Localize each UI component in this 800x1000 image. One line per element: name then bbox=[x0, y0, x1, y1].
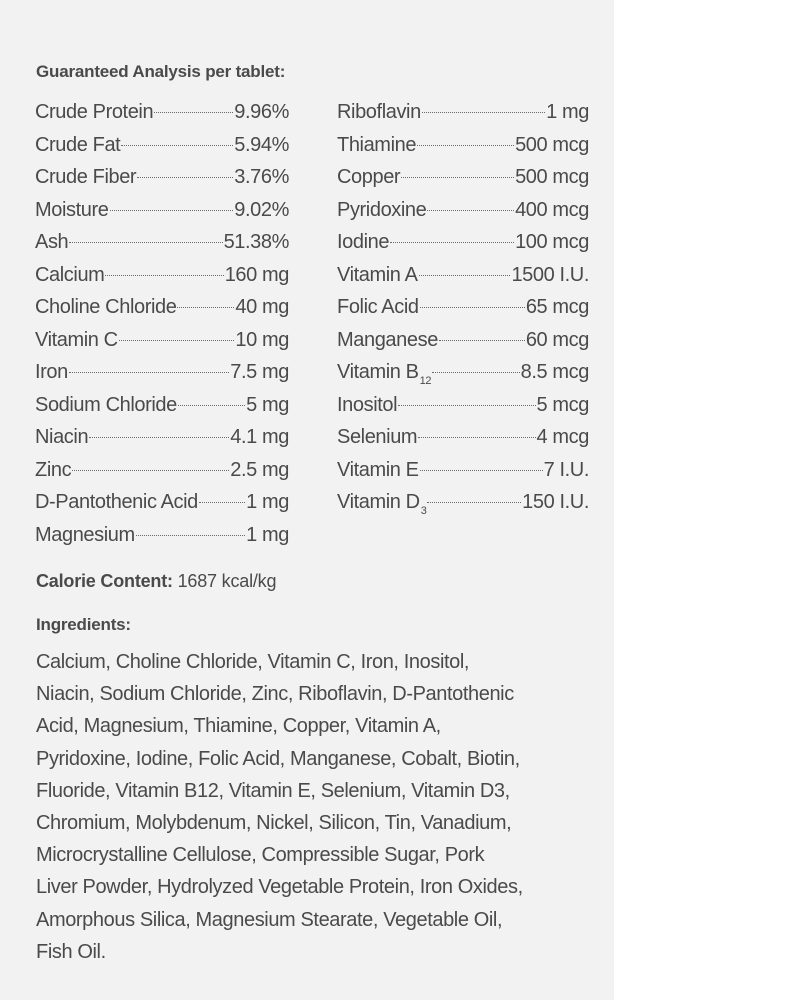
nutrient-row bbox=[337, 389, 589, 422]
dot-leader bbox=[432, 372, 520, 373]
nutrient-name bbox=[337, 356, 431, 392]
nutrient-row bbox=[35, 259, 289, 292]
nutrient-name-text: D-Pantothenic Acid bbox=[35, 491, 198, 513]
nutrient-name bbox=[337, 454, 419, 487]
nutrient-amount: 8.5 mcg bbox=[520, 361, 589, 383]
ingredients-line: Niacin, Sodium Chloride, Zinc, Riboflavin, D-Pantothenic bbox=[36, 683, 514, 706]
nutrient-row bbox=[35, 96, 289, 129]
nutrient-amount: 60 mcg bbox=[525, 328, 589, 351]
dot-leader bbox=[398, 405, 535, 406]
nutrient-name bbox=[35, 519, 135, 552]
dot-leader bbox=[199, 502, 245, 503]
analysis-left-column bbox=[35, 96, 289, 551]
nutrient-name-text: Zinc bbox=[35, 458, 72, 481]
nutrient-name bbox=[337, 324, 438, 357]
nutrient-amount: 7 I.U. bbox=[543, 458, 589, 481]
nutrient-name-text: Iodine bbox=[337, 231, 390, 253]
nutrient-row bbox=[35, 194, 289, 227]
nutrient-name-text: Calcium bbox=[35, 263, 105, 286]
nutrient-row bbox=[35, 226, 289, 259]
nutrient-amount: 65 mcg bbox=[525, 296, 589, 318]
nutrient-row bbox=[337, 486, 589, 519]
dot-leader bbox=[154, 112, 233, 113]
nutrient-amount: 7.5 mg bbox=[230, 361, 289, 383]
nutrient-name bbox=[35, 324, 118, 357]
ingredients-line: Fluoride, Vitamin B12, Vitamin E, Selenium, Vitamin D3, bbox=[36, 779, 510, 802]
ingredients-line: Calcium, Choline Chloride, Vitamin C, Iron, Inositol, bbox=[36, 651, 470, 673]
nutrient-name bbox=[35, 454, 71, 487]
calorie-content-label: Calorie Content: bbox=[36, 571, 173, 591]
nutrient-amount: 100 mcg bbox=[515, 231, 589, 253]
nutrient-name-text: Choline Chloride bbox=[35, 296, 177, 318]
nutrient-amount: 40 mg bbox=[235, 296, 289, 318]
nutrient-row bbox=[35, 161, 289, 194]
nutrient-name bbox=[35, 194, 109, 227]
nutrient-name bbox=[337, 194, 426, 227]
nutrient-name-text: Crude Fat bbox=[35, 133, 121, 156]
ingredients-line: Microcrystalline Cellulose, Compressible Sugar, Pork bbox=[36, 844, 485, 867]
nutrient-row bbox=[35, 129, 289, 162]
nutrient-row bbox=[337, 161, 589, 194]
nutrient-amount: 2.5 mg bbox=[230, 458, 289, 481]
dot-leader bbox=[136, 535, 245, 536]
nutrient-name-text: Selenium bbox=[337, 426, 418, 448]
dot-leader bbox=[427, 502, 521, 503]
nutrient-row bbox=[35, 519, 289, 552]
nutrient-amount: 500 mcg bbox=[515, 133, 589, 156]
nutrient-row bbox=[337, 259, 589, 292]
dot-leader bbox=[417, 145, 514, 146]
nutrient-name bbox=[35, 259, 104, 292]
nutrient-name bbox=[337, 259, 418, 292]
dot-leader bbox=[121, 145, 233, 146]
dot-leader bbox=[119, 340, 235, 341]
nutrient-amount: 5 mg bbox=[246, 393, 289, 416]
nutrient-amount: 9.96% bbox=[234, 101, 289, 123]
nutrient-name-text: Pyridoxine bbox=[337, 198, 427, 221]
nutrient-name bbox=[35, 291, 176, 324]
nutrient-row bbox=[35, 486, 289, 519]
dot-leader bbox=[420, 470, 543, 471]
guaranteed-analysis-heading: Guaranteed Analysis per tablet: bbox=[36, 62, 286, 81]
dot-leader bbox=[420, 307, 525, 308]
nutrient-amount: 160 mg bbox=[224, 263, 289, 286]
nutrient-row bbox=[35, 454, 289, 487]
calorie-content-value: 1687 kcal/kg bbox=[177, 571, 277, 591]
nutrient-row bbox=[35, 291, 289, 324]
nutrient-name-text: Moisture bbox=[35, 198, 109, 221]
dot-leader bbox=[137, 177, 233, 178]
nutrient-amount: 1 mg bbox=[246, 523, 289, 546]
nutrient-name-text: Niacin bbox=[35, 426, 89, 448]
ingredients-line: Fish Oil. bbox=[36, 940, 106, 963]
nutrient-name bbox=[337, 161, 400, 194]
dot-leader bbox=[105, 275, 223, 276]
nutrient-amount: 5 mcg bbox=[536, 393, 589, 416]
ingredients-list bbox=[36, 646, 581, 968]
nutrient-name-text: Vitamin C bbox=[35, 328, 118, 351]
nutrient-row bbox=[337, 96, 589, 129]
nutrient-row bbox=[337, 129, 589, 162]
dot-leader bbox=[418, 437, 535, 438]
nutrient-amount: 1 mg bbox=[546, 101, 589, 123]
nutrient-name bbox=[35, 226, 68, 259]
dot-leader bbox=[427, 210, 514, 211]
nutrient-name bbox=[337, 226, 389, 259]
nutrient-name-text: Magnesium bbox=[35, 523, 135, 546]
nutrient-row bbox=[35, 324, 289, 357]
nutrient-row bbox=[337, 226, 589, 259]
nutrient-name bbox=[35, 421, 88, 454]
nutrient-amount: 150 I.U. bbox=[522, 491, 589, 513]
nutrient-name bbox=[337, 96, 421, 129]
nutrient-name-text: Vitamin D bbox=[337, 491, 420, 513]
nutrient-name-text: Vitamin E bbox=[337, 458, 419, 481]
nutrient-name bbox=[337, 421, 417, 454]
ingredients-line: Amorphous Silica, Magnesium Stearate, Vegetable Oil, bbox=[36, 908, 503, 931]
nutrient-amount: 1500 I.U. bbox=[511, 263, 589, 286]
nutrient-name bbox=[337, 389, 397, 422]
nutrient-amount: 5.94% bbox=[234, 133, 289, 156]
nutrient-amount: 4.1 mg bbox=[230, 426, 289, 448]
nutrient-name bbox=[337, 291, 419, 324]
nutrient-name bbox=[35, 486, 198, 519]
nutrient-name bbox=[35, 96, 153, 129]
nutrient-row bbox=[337, 291, 589, 324]
nutrient-amount: 1 mg bbox=[246, 491, 289, 513]
nutrient-name-text: Vitamin B bbox=[337, 361, 419, 383]
nutrient-name-text: Vitamin A bbox=[337, 263, 418, 286]
ingredients-heading: Ingredients: bbox=[36, 615, 131, 634]
nutrient-amount: 400 mcg bbox=[515, 198, 589, 221]
nutrient-name-text: Thiamine bbox=[337, 133, 417, 156]
dot-leader bbox=[69, 242, 222, 243]
calorie-content bbox=[36, 571, 276, 592]
nutrient-name bbox=[35, 389, 177, 422]
nutrient-amount: 51.38% bbox=[223, 231, 289, 253]
ingredients-line: Acid, Magnesium, Thiamine, Copper, Vitamin A, bbox=[36, 715, 441, 738]
nutrient-row bbox=[337, 324, 589, 357]
nutrient-row bbox=[35, 389, 289, 422]
nutrient-row bbox=[337, 454, 589, 487]
dot-leader bbox=[110, 210, 234, 211]
nutrient-name bbox=[35, 129, 120, 162]
dot-leader bbox=[69, 372, 229, 373]
nutrient-amount: 3.76% bbox=[234, 166, 289, 188]
nutrient-row bbox=[35, 356, 289, 389]
nutrient-name-text: Crude Fiber bbox=[35, 166, 137, 188]
nutrient-amount: 9.02% bbox=[234, 198, 289, 221]
analysis-right-column bbox=[337, 96, 589, 519]
nutrient-subscript: 3 bbox=[420, 505, 427, 517]
nutrient-name-text: Copper bbox=[337, 166, 401, 188]
nutrient-row bbox=[337, 194, 589, 227]
dot-leader bbox=[89, 437, 229, 438]
dot-leader bbox=[178, 405, 245, 406]
nutrient-name-text: Crude Protein bbox=[35, 101, 154, 123]
nutrient-name bbox=[337, 486, 426, 522]
nutrient-name-text: Iron bbox=[35, 361, 68, 383]
ingredients-line: Pyridoxine, Iodine, Folic Acid, Manganese, Cobalt, Biotin, bbox=[36, 747, 520, 770]
nutrient-name-text: Ash bbox=[35, 231, 69, 253]
dot-leader bbox=[177, 307, 234, 308]
nutrient-row bbox=[337, 421, 589, 454]
nutrient-name-text: Folic Acid bbox=[337, 296, 419, 318]
nutrient-subscript: 12 bbox=[419, 375, 432, 387]
nutrient-name-text: Sodium Chloride bbox=[35, 393, 177, 416]
nutrient-amount: 10 mg bbox=[235, 328, 289, 351]
nutrient-amount: 4 mcg bbox=[536, 426, 589, 448]
nutrient-name bbox=[35, 161, 136, 194]
nutrient-row bbox=[337, 356, 589, 389]
nutrient-name-text: Riboflavin bbox=[337, 101, 421, 123]
nutrient-amount: 500 mcg bbox=[515, 166, 589, 188]
dot-leader bbox=[439, 340, 525, 341]
nutrient-row bbox=[35, 421, 289, 454]
nutrient-name bbox=[337, 129, 416, 162]
ingredients-line: Chromium, Molybdenum, Nickel, Silicon, Tin, Vanadium, bbox=[36, 811, 512, 834]
nutrient-name-text: Inositol bbox=[337, 393, 398, 416]
nutrient-name bbox=[35, 356, 68, 389]
ingredients-line: Liver Powder, Hydrolyzed Vegetable Protein, Iron Oxides, bbox=[36, 876, 523, 899]
dot-leader bbox=[72, 470, 229, 471]
nutrient-name-text: Manganese bbox=[337, 328, 438, 351]
dot-leader bbox=[422, 112, 545, 113]
dot-leader bbox=[401, 177, 514, 178]
dot-leader bbox=[390, 242, 514, 243]
dot-leader bbox=[419, 275, 511, 276]
